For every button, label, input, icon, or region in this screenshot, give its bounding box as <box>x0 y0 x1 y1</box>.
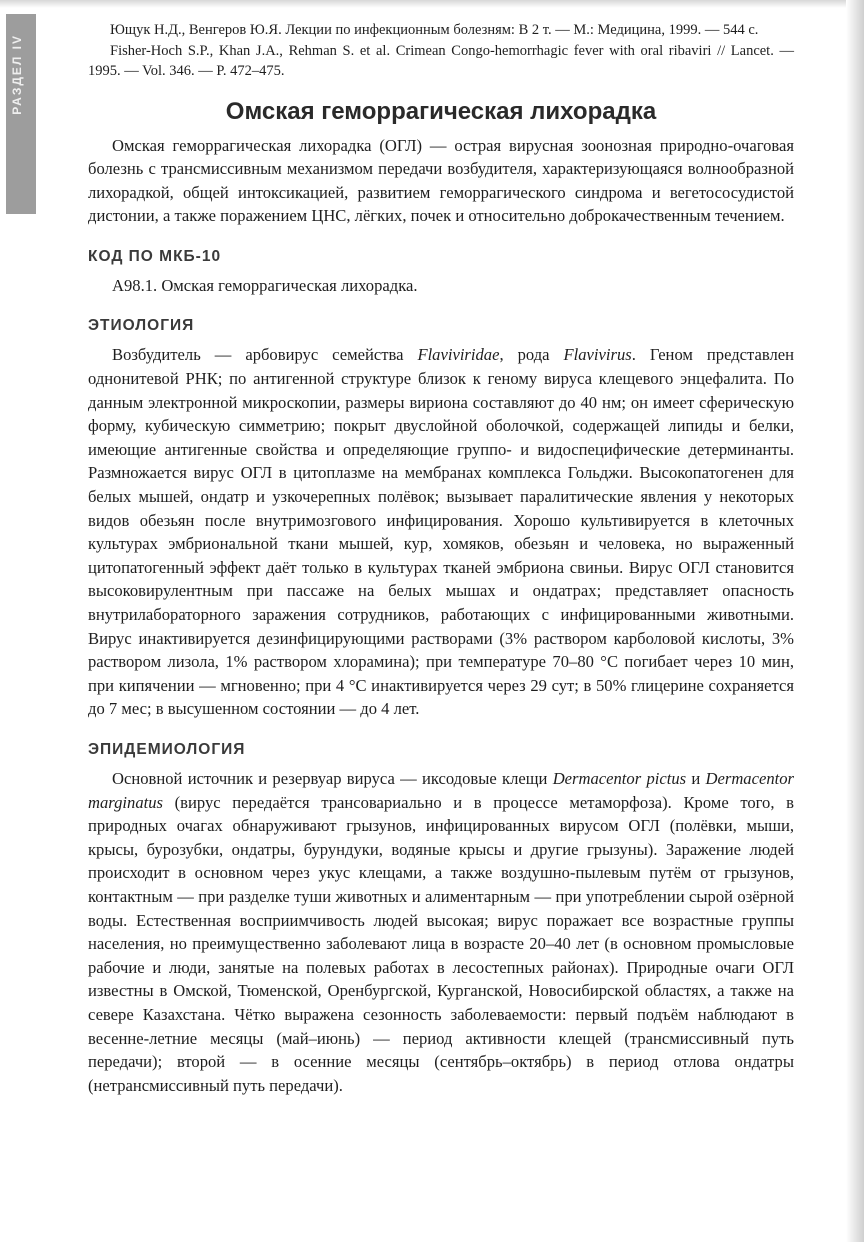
etiology-heading: ЭТИОЛОГИЯ <box>88 317 195 335</box>
reference-item: Ющук Н.Д., Венгеров Ю.Я. Лекции по инфекционным болезням: В 2 т. — М.: Медицина, 1999. — 544 с. <box>110 22 759 38</box>
virus-genus: Flavivirus <box>563 345 632 365</box>
epidemiology-paragraph <box>88 767 794 1097</box>
epidemiology-text: Основной источник и резервуар вируса — иксодовые клещи <box>112 768 553 788</box>
scan-edge-top <box>0 0 864 8</box>
icd-heading: КОД ПО МКБ-10 <box>88 247 222 265</box>
tick-species: Dermacentor pictus <box>552 768 687 788</box>
etiology-paragraph <box>88 343 794 721</box>
side-tab-label: РАЗДЕЛ IV <box>10 34 24 115</box>
virus-family: Flaviviridae <box>417 345 500 365</box>
references-list <box>88 20 794 82</box>
scan-edge-right <box>846 0 864 1242</box>
icd-code: A98.1. Омская геморрагическая лихорадка. <box>112 275 418 295</box>
etiology-text: . Геном представлен однонитевой РНК; по антигенной структуре близок к геному вируса клещевого энцефалита. По данным электронной микроскопии, размеры вириона составляют до 40 нм; он имеет сферическую форму, кубическую симметрию; покрыт двуслойной оболочкой, содержащей липиды и белки, имеющие антигенные свойства и определяющие группо- и видоспецифические детерминанты. Размножается вирус ОГЛ в цитоплазме на мембранах комплекса Гольджи. Высокопатогенен для белых мышей, ондатр и узкочерепных полёвок; вызывает паралитические явления у некоторых видов обезьян после внутримозгового инфицирования. Хорошо культивируется в клеточных культурах эмбриональной ткани мышей, кур, хомяков, обезьян и человека, но выраженный цитопатогенный эффект даёт только в культурах тканей эмбриона свиньи. Вирус ОГЛ становится высоковирулентным при пассаже на белых мышах и ондатрах; представляет опасность внутрилабораторного заражения сотрудников, работающих с инфицированными животными. Вирус инактивируется дезинфицирующими растворами (3% раствором карболовой кислоты, 3% раствором лизола, 1% раствором хлорамина); при температуре 70–80 °С погибает через 10 мин, при кипячении — мгновенно; при 4 °С инактивируется через 29 сут; в 50% глицерине сохраняется до 7 мес; в высушенном состоянии — до 4 лет. <box>88 345 794 719</box>
intro-paragraph: Омская геморрагическая лихорадка (ОГЛ) — острая вирусная зоонозная природно-очаговая болезнь с трансмиссивным механизмом передачи возбудителя, характеризующаяся волнообразной лихорадкой, общей интоксикацией, развитием геморрагического синдрома и вегетососудистой дистонии, а также поражением ЦНС, лёгких, почек и относительно доброкачественным течением. <box>88 135 794 226</box>
etiology-text: , рода <box>499 345 564 365</box>
reference-item: Fisher-Hoch S.P., Khan J.A., Rehman S. et al. Crimean Congo-hemorrhagic fever with oral ribaviri // Lancet. — 1995. — Vol. 346. — P. 472–475. <box>88 42 794 79</box>
epidemiology-text: и <box>686 768 706 788</box>
epidemiology-heading: ЭПИДЕМИОЛОГИЯ <box>88 740 246 758</box>
etiology-text: Возбудитель — арбовирус семейства <box>112 345 418 365</box>
page-content <box>88 20 794 1097</box>
epidemiology-text: (вирус передаётся трансовариально и в процессе метаморфоза). Кроме того, в природных очагах обнаруживают грызунов, инфицированных вирусом ОГЛ (полёвки, мыши, крысы, бурозубки, ондатры, бурундуки, водяные крысы и другие грызуны). Заражение людей происходит в основном через укус клещами, а также воздушно-пылевым путём от грызунов, контактным — при разделке туши животных и алиментарным — при употреблении сырой озёрной воды. Естественная восприимчивость людей высокая; вирус поражает все возрастные группы населения, но преимущественно заболевают лица в возрасте 20–40 лет (в основном промысловые рабочие и люди, занятые на полевых работах в лесостепных районах). Природные очаги ОГЛ известны в Омской, Тюменской, Оренбургской, Курганской, Новосибирской областях, а также на севере Казахстана. Чётко выражена сезонность заболеваемости: первый подъём наблюдают в весенне-летние месяцы (май–июнь) — период активности клещей (трансмиссивный путь передачи); второй — в осенние месяцы (сентябрь–октябрь) в период отлова ондатры (нетрансмиссивный путь передачи). <box>88 792 794 1095</box>
section-side-tab <box>6 14 36 214</box>
article-title: Омская геморрагическая лихорадка <box>225 97 657 125</box>
tick-species: Dermacentor marginatus <box>88 768 794 812</box>
